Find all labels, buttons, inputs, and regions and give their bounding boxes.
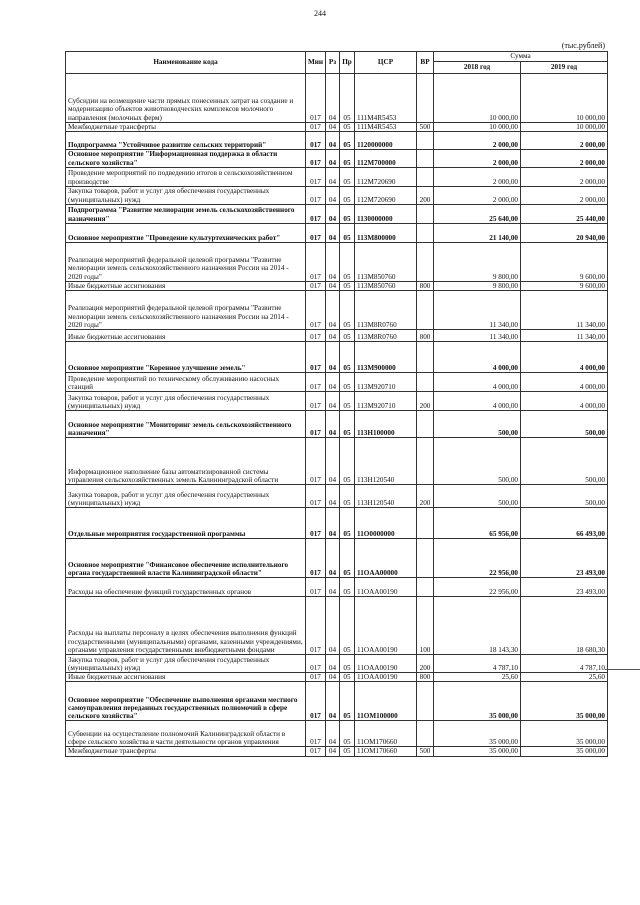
cell-name: Информационное наполнение базы автоматизированной системы управления сельскохозяйственных земель Калининградской области bbox=[66, 438, 306, 485]
cell-csr: 113H120540 bbox=[355, 485, 417, 508]
cell-name: Реализация мероприятий федеральной целевой программы "Развитие мелиорации земель сельскохозяйственного назначения России на 2014 - 2020 годы" bbox=[66, 242, 306, 281]
cell-rz: 04 bbox=[326, 132, 340, 150]
cell-pr: 05 bbox=[340, 578, 355, 597]
cell-y2019: 2 000,00 bbox=[521, 132, 608, 150]
cell-y2019: 23 493,00 bbox=[521, 539, 608, 578]
col-header-pr: Пр bbox=[340, 52, 355, 74]
cell-csr: 113H120540 bbox=[355, 438, 417, 485]
cell-name: Отдельные мероприятия государственной программы bbox=[66, 508, 306, 539]
cell-y2019: 20 940,00 bbox=[521, 223, 608, 242]
cell-min: 017 bbox=[306, 411, 326, 438]
cell-pr: 05 bbox=[340, 281, 355, 290]
cell-rz: 04 bbox=[326, 673, 340, 682]
cell-rz: 04 bbox=[326, 330, 340, 342]
cell-y2019: 9 600,00 bbox=[521, 242, 608, 281]
cell-csr: 11OAA00190 bbox=[355, 655, 417, 673]
cell-pr: 05 bbox=[340, 132, 355, 150]
cell-vr: 800 bbox=[417, 330, 434, 342]
cell-y2019: 2 000,00 bbox=[521, 186, 608, 204]
cell-name: Иные бюджетные ассигнования bbox=[66, 673, 306, 682]
cell-name: Основное мероприятие "Коренное улучшение земель" bbox=[66, 342, 306, 373]
cell-vr: 800 bbox=[417, 281, 434, 290]
table-row bbox=[66, 204, 608, 223]
cell-name: Закупка товаров, работ и услуг для обеспечения государственных (муниципальных) нужд bbox=[66, 392, 306, 411]
cell-name: Подпрограмма "Развитие мелиорации земель сельскохозяйственного назначения" bbox=[66, 204, 306, 223]
cell-rz: 04 bbox=[326, 485, 340, 508]
cell-pr: 05 bbox=[340, 682, 355, 721]
cell-name: Субсидии на возмещение части прямых понесенных затрат на создание и модернизацию объектов животноводческих комплексов молочного направления (молочных ферм) bbox=[66, 74, 306, 123]
cell-min: 017 bbox=[306, 597, 326, 655]
cell-y2019: 25 440,00 bbox=[521, 204, 608, 223]
cell-csr: 11OM170660 bbox=[355, 747, 417, 756]
cell-y2018: 2 000,00 bbox=[434, 150, 521, 168]
cell-name: Подпрограмма "Устойчивое развитие сельских территорий" bbox=[66, 132, 306, 150]
cell-y2019: 35 000,00 bbox=[521, 682, 608, 721]
cell-name: Закупка товаров, работ и услуг для обеспечения государственных (муниципальных) нужд bbox=[66, 186, 306, 204]
cell-vr: 200 bbox=[417, 186, 434, 204]
cell-y2018: 4 000,00 bbox=[434, 392, 521, 411]
cell-vr bbox=[417, 204, 434, 223]
cell-min: 017 bbox=[306, 747, 326, 756]
cell-y2019: 23 493,00 bbox=[521, 578, 608, 597]
cell-y2018: 18 143,30 bbox=[434, 597, 521, 655]
scan-line bbox=[605, 669, 640, 671]
table-row bbox=[66, 281, 608, 290]
cell-y2018: 35 000,00 bbox=[434, 747, 521, 756]
cell-y2019: 2 000,00 bbox=[521, 167, 608, 186]
table-row bbox=[66, 411, 608, 438]
table-row bbox=[66, 392, 608, 411]
table-row bbox=[66, 167, 608, 186]
cell-min: 017 bbox=[306, 682, 326, 721]
col-header-csr: ЦСР bbox=[355, 52, 417, 74]
cell-vr bbox=[417, 721, 434, 747]
cell-pr: 05 bbox=[340, 242, 355, 281]
cell-name: Иные бюджетные ассигнования bbox=[66, 281, 306, 290]
cell-y2018: 500,00 bbox=[434, 485, 521, 508]
cell-y2019: 9 600,00 bbox=[521, 281, 608, 290]
cell-name: Расходы на обеспечение функций государственных органов bbox=[66, 578, 306, 597]
cell-pr: 05 bbox=[340, 373, 355, 392]
cell-min: 017 bbox=[306, 74, 326, 123]
table-row bbox=[66, 242, 608, 281]
table-row bbox=[66, 438, 608, 485]
cell-csr: 112M720690 bbox=[355, 167, 417, 186]
cell-rz: 04 bbox=[326, 342, 340, 373]
cell-name: Основное мероприятие "Финансовое обеспечение исполнительного органа государственной власти Калининградской области" bbox=[66, 539, 306, 578]
cell-y2019: 66 493,00 bbox=[521, 508, 608, 539]
cell-y2018: 2 000,00 bbox=[434, 186, 521, 204]
cell-csr: 11OAA00190 bbox=[355, 578, 417, 597]
cell-pr: 05 bbox=[340, 597, 355, 655]
table-row bbox=[66, 150, 608, 168]
table-row bbox=[66, 597, 608, 655]
cell-min: 017 bbox=[306, 578, 326, 597]
cell-pr: 05 bbox=[340, 411, 355, 438]
cell-rz: 04 bbox=[326, 655, 340, 673]
cell-pr: 05 bbox=[340, 204, 355, 223]
cell-y2018: 10 000,00 bbox=[434, 74, 521, 123]
cell-pr: 05 bbox=[340, 342, 355, 373]
cell-min: 017 bbox=[306, 223, 326, 242]
cell-vr bbox=[417, 132, 434, 150]
cell-min: 017 bbox=[306, 291, 326, 330]
cell-rz: 04 bbox=[326, 508, 340, 539]
col-header-sum: Сумма bbox=[434, 52, 608, 62]
units-label: (тыс.рублей) bbox=[561, 41, 605, 50]
cell-vr bbox=[417, 539, 434, 578]
table-row bbox=[66, 655, 608, 673]
cell-y2019: 4 000,00 bbox=[521, 342, 608, 373]
cell-min: 017 bbox=[306, 508, 326, 539]
cell-rz: 04 bbox=[326, 281, 340, 290]
cell-vr bbox=[417, 242, 434, 281]
cell-csr: 113M900000 bbox=[355, 342, 417, 373]
cell-name: Закупка товаров, работ и услуг для обеспечения государственных (муниципальных) нужд bbox=[66, 655, 306, 673]
cell-name: Межбюджетные трансферты bbox=[66, 747, 306, 756]
cell-rz: 04 bbox=[326, 74, 340, 123]
table-row bbox=[66, 485, 608, 508]
cell-rz: 04 bbox=[326, 373, 340, 392]
cell-y2018: 500,00 bbox=[434, 411, 521, 438]
cell-csr: 1130000000 bbox=[355, 204, 417, 223]
cell-min: 017 bbox=[306, 342, 326, 373]
cell-vr: 500 bbox=[417, 123, 434, 132]
cell-rz: 04 bbox=[326, 411, 340, 438]
cell-y2018: 9 800,00 bbox=[434, 242, 521, 281]
cell-name: Основное мероприятие "Проведение культуртехнических работ" bbox=[66, 223, 306, 242]
cell-vr bbox=[417, 682, 434, 721]
cell-vr bbox=[417, 438, 434, 485]
page-number: 244 bbox=[314, 9, 326, 18]
cell-rz: 04 bbox=[326, 167, 340, 186]
cell-y2018: 10 000,00 bbox=[434, 123, 521, 132]
cell-name: Проведение мероприятий по подведению итогов в сельскохозяйственном производстве bbox=[66, 167, 306, 186]
cell-y2019: 11 340,00 bbox=[521, 330, 608, 342]
cell-rz: 04 bbox=[326, 150, 340, 168]
cell-rz: 04 bbox=[326, 223, 340, 242]
cell-pr: 05 bbox=[340, 150, 355, 168]
cell-y2019: 10 000,00 bbox=[521, 123, 608, 132]
col-header-2019: 2019 год bbox=[521, 62, 608, 74]
cell-rz: 04 bbox=[326, 539, 340, 578]
cell-y2018: 11 340,00 bbox=[434, 291, 521, 330]
table-row bbox=[66, 132, 608, 150]
cell-y2019: 500,00 bbox=[521, 485, 608, 508]
cell-min: 017 bbox=[306, 281, 326, 290]
cell-y2018: 4 000,00 bbox=[434, 373, 521, 392]
cell-y2018: 35 000,00 bbox=[434, 721, 521, 747]
cell-pr: 05 bbox=[340, 392, 355, 411]
cell-rz: 04 bbox=[326, 123, 340, 132]
cell-vr: 500 bbox=[417, 747, 434, 756]
cell-min: 017 bbox=[306, 242, 326, 281]
cell-y2019: 500,00 bbox=[521, 438, 608, 485]
cell-csr: 112M700000 bbox=[355, 150, 417, 168]
cell-rz: 04 bbox=[326, 578, 340, 597]
table-row bbox=[66, 682, 608, 721]
table-row bbox=[66, 291, 608, 330]
cell-csr: 111M4R5453 bbox=[355, 123, 417, 132]
cell-csr: 113M850760 bbox=[355, 281, 417, 290]
cell-pr: 05 bbox=[340, 167, 355, 186]
cell-min: 017 bbox=[306, 392, 326, 411]
cell-y2018: 22 956,00 bbox=[434, 578, 521, 597]
col-header-vr: ВР bbox=[417, 52, 434, 74]
cell-pr: 05 bbox=[340, 74, 355, 123]
cell-y2019: 35 000,00 bbox=[521, 721, 608, 747]
cell-vr bbox=[417, 167, 434, 186]
cell-vr bbox=[417, 373, 434, 392]
col-header-min: Мин bbox=[306, 52, 326, 74]
cell-y2018: 25,60 bbox=[434, 673, 521, 682]
cell-rz: 04 bbox=[326, 682, 340, 721]
cell-rz: 04 bbox=[326, 721, 340, 747]
cell-y2018: 35 000,00 bbox=[434, 682, 521, 721]
cell-y2019: 2 000,00 bbox=[521, 150, 608, 168]
cell-y2019: 35 000,00 bbox=[521, 747, 608, 756]
cell-y2018: 4 787,10 bbox=[434, 655, 521, 673]
cell-rz: 04 bbox=[326, 186, 340, 204]
cell-vr: 200 bbox=[417, 655, 434, 673]
table-row bbox=[66, 223, 608, 242]
cell-min: 017 bbox=[306, 673, 326, 682]
cell-name: Реализация мероприятий федеральной целевой программы "Развитие мелиорации земель сельскохозяйственного назначения России на 2014 - 2020 годы" bbox=[66, 291, 306, 330]
cell-name: Иные бюджетные ассигнования bbox=[66, 330, 306, 342]
cell-y2018: 22 956,00 bbox=[434, 539, 521, 578]
cell-vr: 200 bbox=[417, 392, 434, 411]
cell-name: Основное мероприятие "Информационная поддержка в области сельского хозяйства" bbox=[66, 150, 306, 168]
cell-min: 017 bbox=[306, 330, 326, 342]
cell-vr: 100 bbox=[417, 597, 434, 655]
col-header-name: Наименование кода bbox=[66, 52, 306, 74]
cell-vr bbox=[417, 508, 434, 539]
cell-y2019: 4 000,00 bbox=[521, 392, 608, 411]
cell-y2019: 11 340,00 bbox=[521, 291, 608, 330]
cell-csr: 11OAA00190 bbox=[355, 673, 417, 682]
cell-min: 017 bbox=[306, 721, 326, 747]
cell-csr: 113M920710 bbox=[355, 392, 417, 411]
cell-pr: 05 bbox=[340, 438, 355, 485]
cell-csr: 111M4R5453 bbox=[355, 74, 417, 123]
cell-y2018: 4 000,00 bbox=[434, 342, 521, 373]
budget-table bbox=[65, 51, 608, 757]
cell-y2018: 500,00 bbox=[434, 438, 521, 485]
cell-pr: 05 bbox=[340, 291, 355, 330]
cell-min: 017 bbox=[306, 123, 326, 132]
cell-csr: 113M8R0760 bbox=[355, 330, 417, 342]
cell-y2019: 4 000,00 bbox=[521, 373, 608, 392]
table-row bbox=[66, 330, 608, 342]
cell-name: Расходы на выплаты персоналу в целях обеспечения выполнения функций государственными (муниципальными) органами, казенными учреждениями, органами управления государственными внебюджетными фондами bbox=[66, 597, 306, 655]
table-row bbox=[66, 74, 608, 123]
cell-rz: 04 bbox=[326, 291, 340, 330]
cell-vr: 200 bbox=[417, 485, 434, 508]
cell-pr: 05 bbox=[340, 673, 355, 682]
cell-rz: 04 bbox=[326, 392, 340, 411]
table-row bbox=[66, 123, 608, 132]
cell-min: 017 bbox=[306, 655, 326, 673]
cell-y2019: 4 787,10 bbox=[521, 655, 608, 673]
table-row bbox=[66, 373, 608, 392]
cell-pr: 05 bbox=[340, 223, 355, 242]
cell-y2018: 65 956,00 bbox=[434, 508, 521, 539]
cell-y2018: 2 000,00 bbox=[434, 167, 521, 186]
cell-y2019: 500,00 bbox=[521, 411, 608, 438]
cell-name: Межбюджетные трансферты bbox=[66, 123, 306, 132]
cell-y2019: 25,60 bbox=[521, 673, 608, 682]
cell-pr: 05 bbox=[340, 721, 355, 747]
table-row bbox=[66, 721, 608, 747]
cell-pr: 05 bbox=[340, 539, 355, 578]
cell-csr: 11OAA00190 bbox=[355, 597, 417, 655]
cell-name: Закупка товаров, работ и услуг для обеспечения государственных (муниципальных) нужд bbox=[66, 485, 306, 508]
cell-csr: 112M720690 bbox=[355, 186, 417, 204]
cell-csr: 113M920710 bbox=[355, 373, 417, 392]
cell-csr: 11O0000000 bbox=[355, 508, 417, 539]
cell-min: 017 bbox=[306, 150, 326, 168]
cell-csr: 113M800000 bbox=[355, 223, 417, 242]
col-header-rz: Рз bbox=[326, 52, 340, 74]
cell-csr: 11OM170660 bbox=[355, 721, 417, 747]
cell-y2018: 11 340,00 bbox=[434, 330, 521, 342]
table-row bbox=[66, 673, 608, 682]
cell-csr: 1120000000 bbox=[355, 132, 417, 150]
cell-rz: 04 bbox=[326, 438, 340, 485]
cell-rz: 04 bbox=[326, 597, 340, 655]
cell-min: 017 bbox=[306, 186, 326, 204]
cell-pr: 05 bbox=[340, 508, 355, 539]
cell-csr: 113M8R0760 bbox=[355, 291, 417, 330]
cell-y2018: 2 000,00 bbox=[434, 132, 521, 150]
cell-vr bbox=[417, 342, 434, 373]
cell-vr: 800 bbox=[417, 673, 434, 682]
cell-name: Проведение мероприятий по техническому обслуживанию насосных станций bbox=[66, 373, 306, 392]
table-row bbox=[66, 186, 608, 204]
cell-min: 017 bbox=[306, 132, 326, 150]
table-row bbox=[66, 539, 608, 578]
cell-y2018: 25 640,00 bbox=[434, 204, 521, 223]
cell-vr bbox=[417, 74, 434, 123]
table-row bbox=[66, 508, 608, 539]
cell-csr: 11OAA00000 bbox=[355, 539, 417, 578]
cell-y2018: 9 800,00 bbox=[434, 281, 521, 290]
cell-name: Основное мероприятие "Обеспечение выполнения органами местного самоуправления переданных государственных полномочий в сфере сельского хозяйства" bbox=[66, 682, 306, 721]
cell-vr bbox=[417, 150, 434, 168]
cell-min: 017 bbox=[306, 485, 326, 508]
cell-pr: 05 bbox=[340, 485, 355, 508]
cell-pr: 05 bbox=[340, 330, 355, 342]
cell-min: 017 bbox=[306, 167, 326, 186]
cell-rz: 04 bbox=[326, 242, 340, 281]
table-row bbox=[66, 342, 608, 373]
cell-min: 017 bbox=[306, 204, 326, 223]
cell-vr bbox=[417, 411, 434, 438]
cell-csr: 113H100000 bbox=[355, 411, 417, 438]
cell-y2019: 18 680,30 bbox=[521, 597, 608, 655]
cell-vr bbox=[417, 578, 434, 597]
cell-y2019: 10 000,00 bbox=[521, 74, 608, 123]
table-row bbox=[66, 578, 608, 597]
cell-pr: 05 bbox=[340, 655, 355, 673]
cell-min: 017 bbox=[306, 539, 326, 578]
col-header-2018: 2018 год bbox=[434, 62, 521, 74]
table-row bbox=[66, 747, 608, 756]
cell-pr: 05 bbox=[340, 123, 355, 132]
cell-min: 017 bbox=[306, 438, 326, 485]
cell-csr: 11OM100000 bbox=[355, 682, 417, 721]
cell-name: Основное мероприятие "Мониторинг земель сельскохозяйственного назначения" bbox=[66, 411, 306, 438]
cell-pr: 05 bbox=[340, 186, 355, 204]
cell-rz: 04 bbox=[326, 204, 340, 223]
cell-min: 017 bbox=[306, 373, 326, 392]
cell-name: Субвенции на осуществление полномочий Калининградской области в сфере сельского хозяйства в части деятельности органов управления bbox=[66, 721, 306, 747]
cell-rz: 04 bbox=[326, 747, 340, 756]
cell-pr: 05 bbox=[340, 747, 355, 756]
cell-y2018: 21 140,00 bbox=[434, 223, 521, 242]
cell-csr: 113M850760 bbox=[355, 242, 417, 281]
cell-vr bbox=[417, 291, 434, 330]
cell-vr bbox=[417, 223, 434, 242]
